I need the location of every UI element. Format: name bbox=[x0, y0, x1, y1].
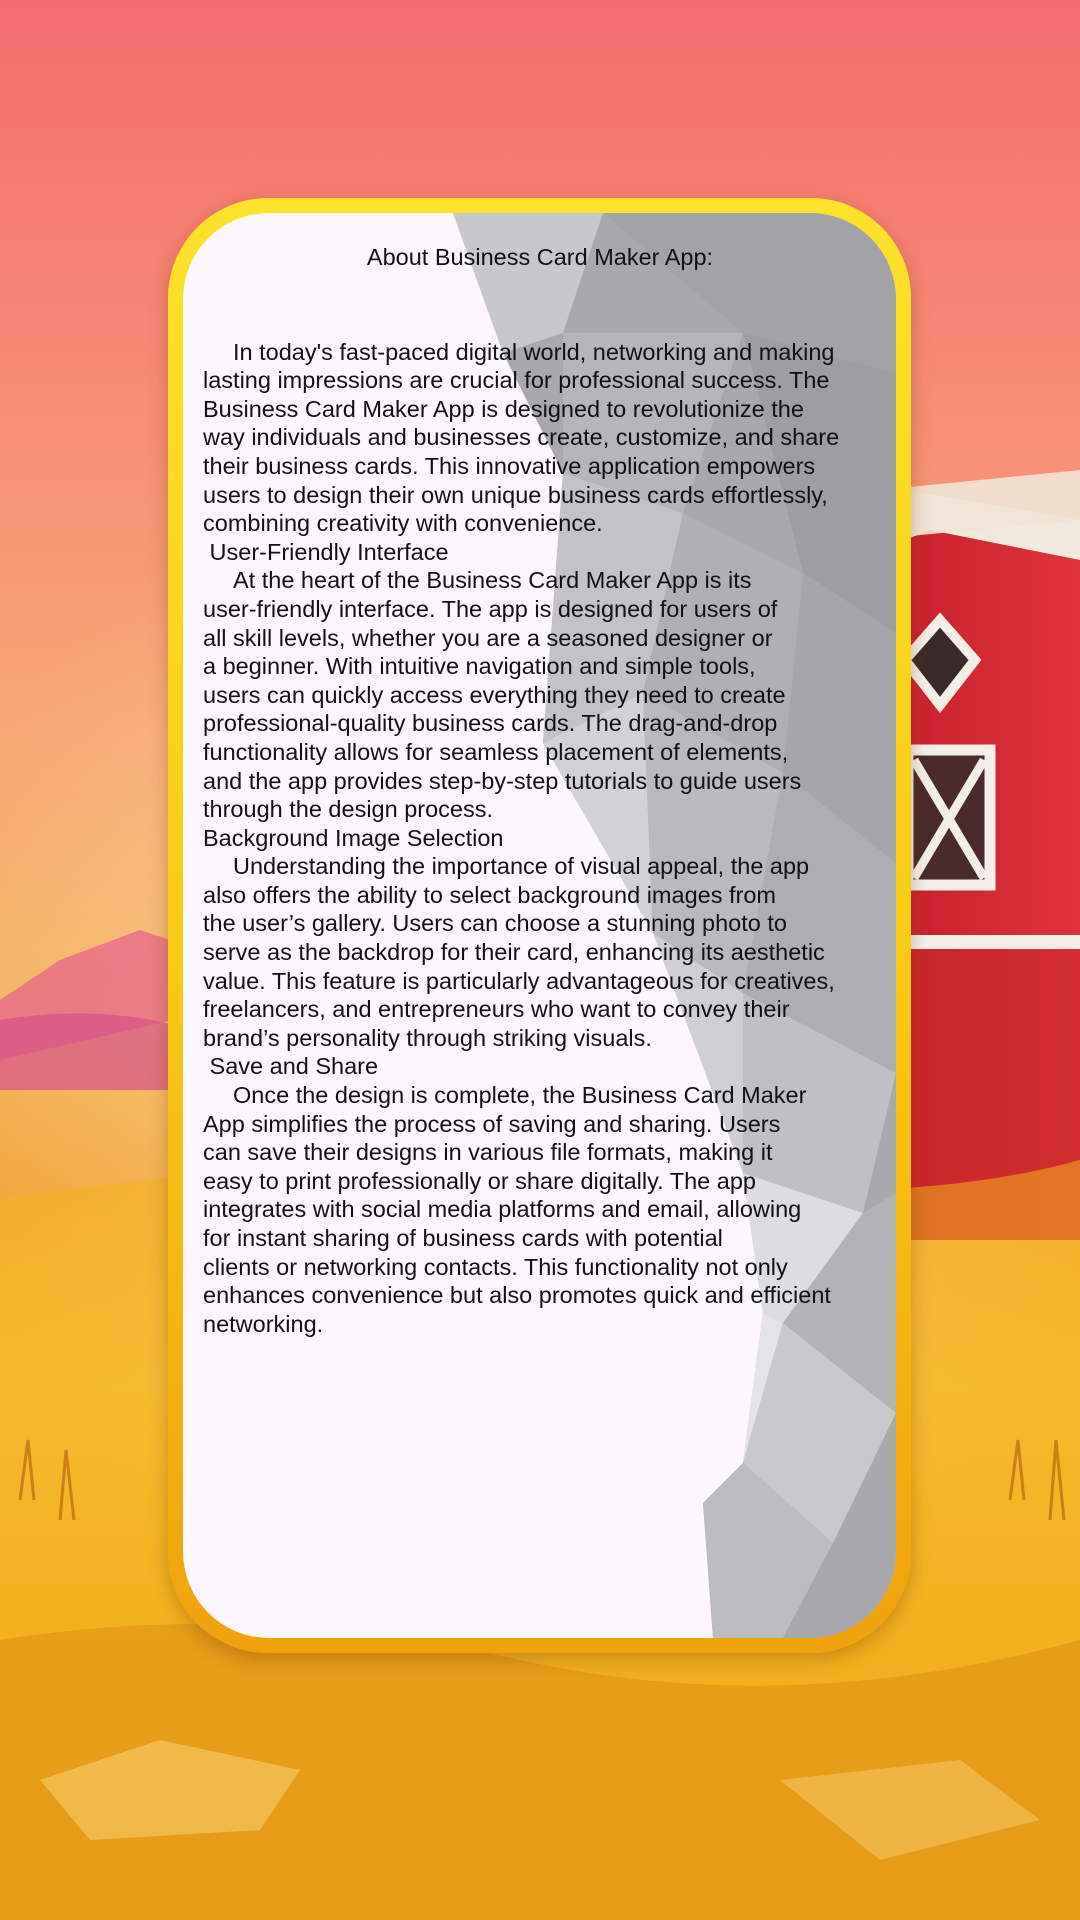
section-body-user-friendly: At the heart of the Business Card Maker App is its user-friendly interface. The app is designed for users of all skill levels, whether you are a seasoned designer or a beginner. With intuitive navigation and simple tools, users can quickly access everything they need to create professional-quality business cards. The drag-and-drop functionality allows for seamless placement of elements, and the app provides step-by-step tutorials to guide users through the design process. bbox=[203, 567, 802, 823]
page-title: About Business Card Maker App: bbox=[366, 244, 714, 270]
section-heading-user-friendly: User-Friendly Interface bbox=[203, 538, 449, 565]
section-body-background-image: Understanding the importance of visual appeal, the app also offers the ability to select background images from the user’s gallery. Users can choose a stunning photo to serve as the backdrop for their card, enhancing its aesthetic value. This feature is particularly advantageous for creatives, freelancers, and entrepreneurs who want to convey their brand’s personality through striking visuals. bbox=[203, 853, 835, 1051]
about-panel bbox=[183, 213, 896, 1638]
intro-paragraph: In today's fast-paced digital world, networking and making lasting impressions are crucial for professional success. The Business Card Maker App is designed to revolutionize the way individuals and businesses create, customize, and share their business cards. This innovative application empowers users to design their own unique business cards effortlessly, combining creativity with convenience. bbox=[203, 338, 840, 537]
card-frame bbox=[168, 198, 911, 1653]
section-body-save-share: Once the design is complete, the Business Card Maker App simplifies the process of saving and sharing. Users can save their designs in various file formats, making it easy to print professionally or share digitally. The app integrates with social media platforms and email, allowing for instant sharing of business cards with potential clients or networking contacts. This functionality not only enhances convenience but also promotes quick and efficient networking. bbox=[203, 1082, 831, 1337]
section-heading-background-image: Background Image Selection bbox=[203, 824, 504, 851]
section-heading-save-share: Save and Share bbox=[203, 1053, 379, 1080]
about-text bbox=[203, 243, 893, 1338]
